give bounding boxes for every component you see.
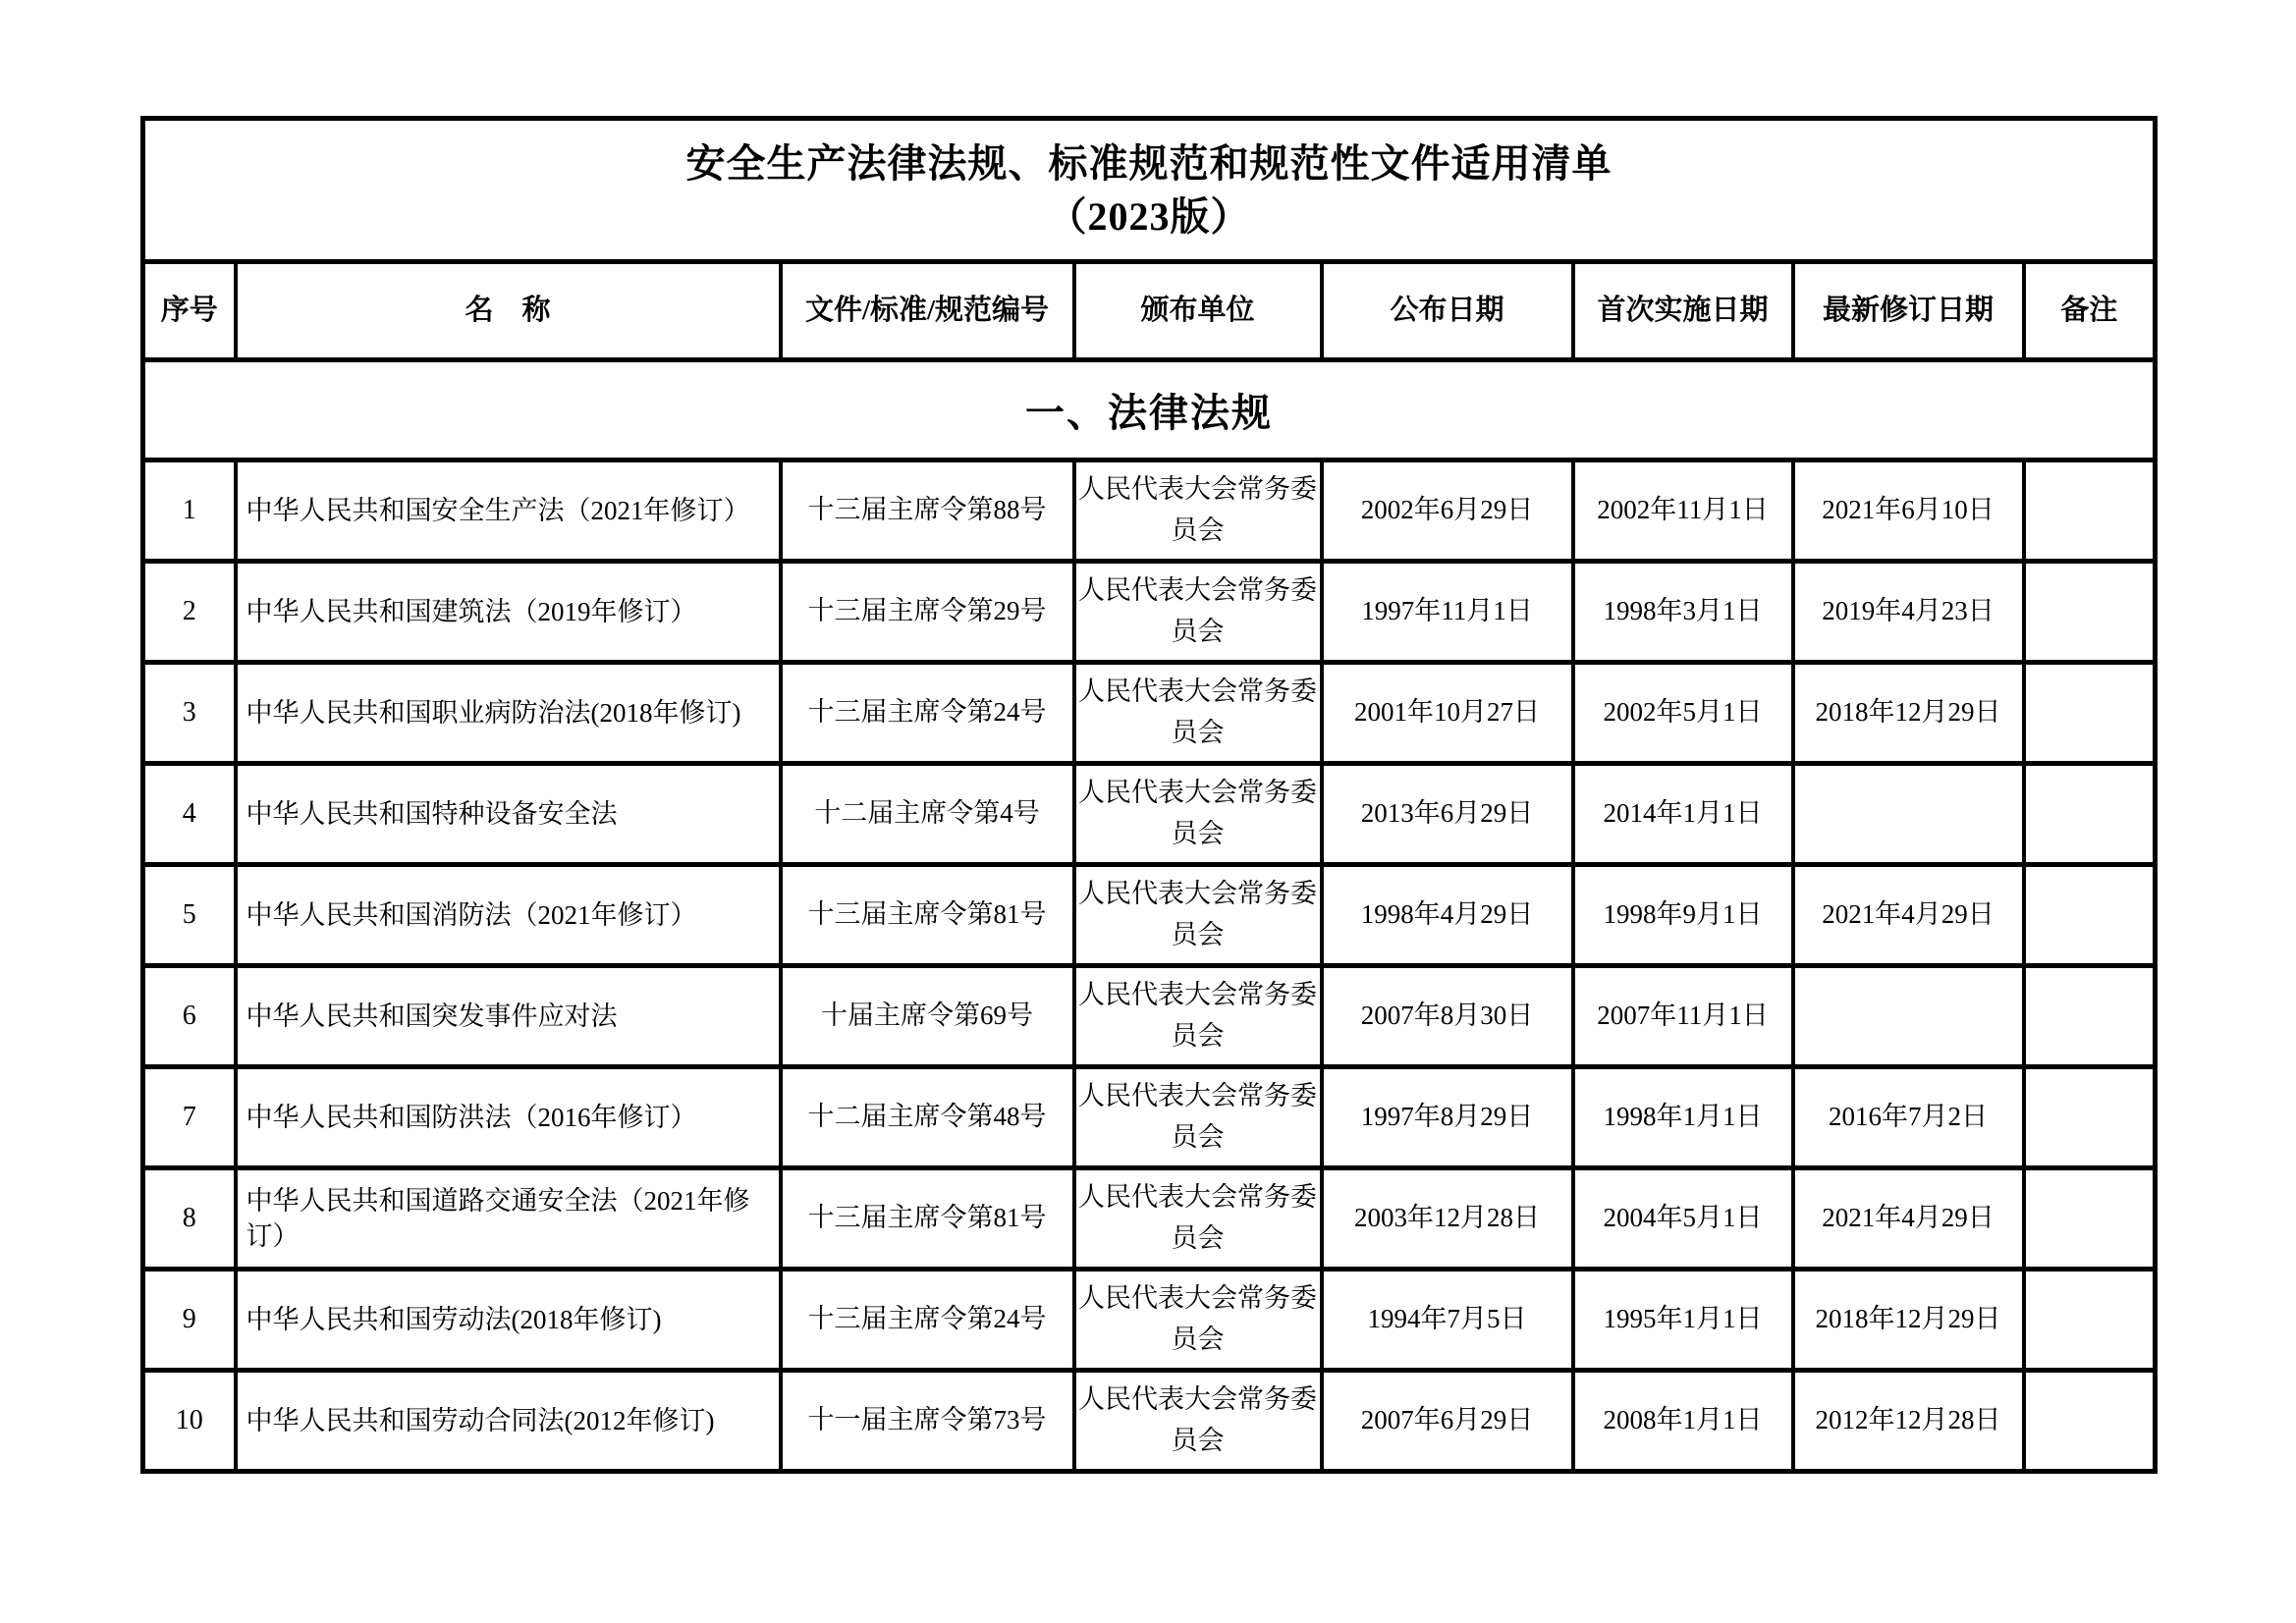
cell-name: 中华人民共和国建筑法（2019年修订） (236, 562, 781, 663)
cell-code: 十二届主席令第48号 (781, 1067, 1074, 1168)
cell-publish-date: 2013年6月29日 (1322, 764, 1573, 865)
cell-code: 十一届主席令第73号 (781, 1371, 1074, 1472)
cell-remark (2024, 865, 2156, 966)
cell-seq: 3 (143, 663, 236, 764)
cell-code: 十三届主席令第81号 (781, 1168, 1074, 1270)
section-header-row (143, 360, 2156, 460)
cell-remark (2024, 1168, 2156, 1270)
table-body (143, 460, 2156, 1472)
cell-publish-date: 1998年4月29日 (1322, 865, 1573, 966)
cell-first-effective-date: 1998年9月1日 (1573, 865, 1793, 966)
table-row (143, 1168, 2156, 1270)
cell-issuer: 人民代表大会常务委员会 (1074, 1371, 1322, 1472)
cell-publish-date: 1997年8月29日 (1322, 1067, 1573, 1168)
cell-seq: 1 (143, 460, 236, 562)
cell-latest-revision-date: 2021年4月29日 (1793, 865, 2024, 966)
cell-issuer: 人民代表大会常务委员会 (1074, 1067, 1322, 1168)
cell-first-effective-date: 1998年3月1日 (1573, 562, 1793, 663)
cell-publish-date: 1994年7月5日 (1322, 1270, 1573, 1371)
column-header-publish-date: 公布日期 (1322, 262, 1573, 360)
cell-remark (2024, 1067, 2156, 1168)
cell-latest-revision-date (1793, 764, 2024, 865)
cell-publish-date: 2001年10月27日 (1322, 663, 1573, 764)
cell-name: 中华人民共和国消防法（2021年修订） (236, 865, 781, 966)
cell-latest-revision-date: 2016年7月2日 (1793, 1067, 2024, 1168)
cell-first-effective-date: 2004年5月1日 (1573, 1168, 1793, 1270)
cell-remark (2024, 966, 2156, 1067)
cell-code: 十届主席令第69号 (781, 966, 1074, 1067)
table-row (143, 460, 2156, 562)
cell-publish-date: 2007年6月29日 (1322, 1371, 1573, 1472)
cell-seq: 9 (143, 1270, 236, 1371)
cell-issuer: 人民代表大会常务委员会 (1074, 663, 1322, 764)
cell-remark (2024, 1270, 2156, 1371)
cell-seq: 2 (143, 562, 236, 663)
column-header-first-effective-date: 首次实施日期 (1573, 262, 1793, 360)
cell-seq: 4 (143, 764, 236, 865)
table-row (143, 865, 2156, 966)
cell-issuer: 人民代表大会常务委员会 (1074, 865, 1322, 966)
cell-remark (2024, 764, 2156, 865)
cell-name: 中华人民共和国劳动法(2018年修订) (236, 1270, 781, 1371)
cell-publish-date: 2002年6月29日 (1322, 460, 1573, 562)
cell-first-effective-date: 2014年1月1日 (1573, 764, 1793, 865)
table-row (143, 1067, 2156, 1168)
table-title-row (143, 119, 2156, 262)
cell-first-effective-date: 2007年11月1日 (1573, 966, 1793, 1067)
document-title (143, 119, 2156, 262)
cell-issuer: 人民代表大会常务委员会 (1074, 966, 1322, 1067)
cell-name: 中华人民共和国道路交通安全法（2021年修订） (236, 1168, 781, 1270)
cell-remark (2024, 562, 2156, 663)
cell-name: 中华人民共和国防洪法（2016年修订） (236, 1067, 781, 1168)
cell-latest-revision-date: 2021年6月10日 (1793, 460, 2024, 562)
column-header-seq: 序号 (143, 262, 236, 360)
cell-name: 中华人民共和国突发事件应对法 (236, 966, 781, 1067)
cell-latest-revision-date: 2012年12月28日 (1793, 1371, 2024, 1472)
cell-name: 中华人民共和国特种设备安全法 (236, 764, 781, 865)
cell-latest-revision-date: 2021年4月29日 (1793, 1168, 2024, 1270)
cell-issuer: 人民代表大会常务委员会 (1074, 1270, 1322, 1371)
cell-publish-date: 1997年11月1日 (1322, 562, 1573, 663)
cell-latest-revision-date: 2018年12月29日 (1793, 663, 2024, 764)
cell-seq: 6 (143, 966, 236, 1067)
cell-first-effective-date: 2002年11月1日 (1573, 460, 1793, 562)
cell-first-effective-date: 2002年5月1日 (1573, 663, 1793, 764)
cell-seq: 8 (143, 1168, 236, 1270)
cell-code: 十二届主席令第4号 (781, 764, 1074, 865)
table-row (143, 1270, 2156, 1371)
table-row (143, 663, 2156, 764)
cell-code: 十三届主席令第88号 (781, 460, 1074, 562)
table-row (143, 966, 2156, 1067)
column-header-name: 名 称 (236, 262, 781, 360)
cell-latest-revision-date: 2018年12月29日 (1793, 1270, 2024, 1371)
document-title-line2: （2023版） (1047, 193, 1251, 239)
cell-seq: 10 (143, 1371, 236, 1472)
cell-remark (2024, 460, 2156, 562)
cell-issuer: 人民代表大会常务委员会 (1074, 1168, 1322, 1270)
section-title: 一、法律法规 (143, 360, 2156, 460)
document-title-line1: 安全生产法律法规、标准规范和规范性文件适用清单 (685, 140, 1613, 186)
cell-code: 十三届主席令第24号 (781, 663, 1074, 764)
cell-name: 中华人民共和国劳动合同法(2012年修订) (236, 1371, 781, 1472)
table-row (143, 1371, 2156, 1472)
cell-issuer: 人民代表大会常务委员会 (1074, 460, 1322, 562)
column-header-issuer: 颁布单位 (1074, 262, 1322, 360)
cell-first-effective-date: 1995年1月1日 (1573, 1270, 1793, 1371)
cell-code: 十三届主席令第24号 (781, 1270, 1074, 1371)
table-row (143, 562, 2156, 663)
cell-remark (2024, 663, 2156, 764)
cell-first-effective-date: 2008年1月1日 (1573, 1371, 1793, 1472)
cell-publish-date: 2007年8月30日 (1322, 966, 1573, 1067)
cell-issuer: 人民代表大会常务委员会 (1074, 764, 1322, 865)
table-row (143, 764, 2156, 865)
table-header-row (143, 262, 2156, 360)
cell-code: 十三届主席令第81号 (781, 865, 1074, 966)
cell-seq: 5 (143, 865, 236, 966)
cell-first-effective-date: 1998年1月1日 (1573, 1067, 1793, 1168)
column-header-latest-revision-date: 最新修订日期 (1793, 262, 2024, 360)
cell-remark (2024, 1371, 2156, 1472)
column-header-remark: 备注 (2024, 262, 2156, 360)
cell-name: 中华人民共和国安全生产法（2021年修订） (236, 460, 781, 562)
cell-code: 十三届主席令第29号 (781, 562, 1074, 663)
cell-issuer: 人民代表大会常务委员会 (1074, 562, 1322, 663)
regulations-table (140, 116, 2158, 1474)
cell-latest-revision-date (1793, 966, 2024, 1067)
column-header-code: 文件/标准/规范编号 (781, 262, 1074, 360)
cell-name: 中华人民共和国职业病防治法(2018年修订) (236, 663, 781, 764)
cell-publish-date: 2003年12月28日 (1322, 1168, 1573, 1270)
cell-latest-revision-date: 2019年4月23日 (1793, 562, 2024, 663)
cell-seq: 7 (143, 1067, 236, 1168)
